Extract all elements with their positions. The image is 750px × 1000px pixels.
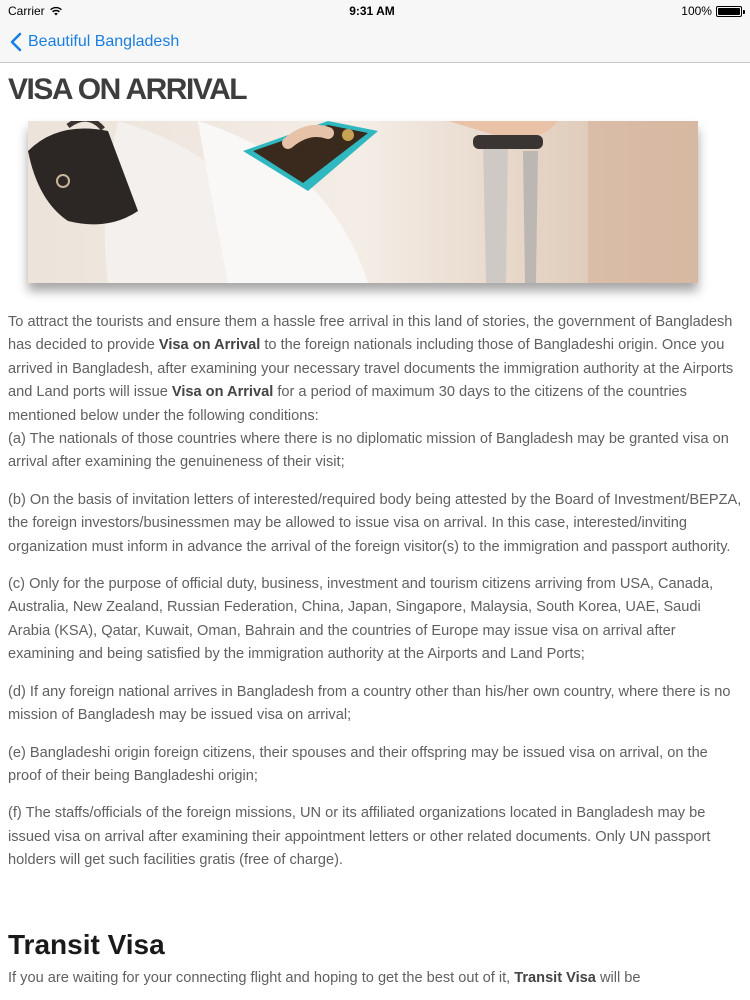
transit-text-2: will be [595,969,641,986]
intro-text-3: for a period of maximum 30 days to the citizens of the countries mentioned below under the following conditions: [8,384,687,424]
battery-icon [716,6,742,17]
status-left [8,4,63,18]
traveler-passport-illustration [28,121,698,283]
condition-f: (f) The staffs/officials of the foreign missions, UN or its affiliated organizations located in Bangladesh may be issued visa on arrival after examining their appointment letters or other related documents. Only UN passport holders will get such facilities gratis (free of charge). [8,805,711,869]
intro-text-2: to the foreign nationals including those of Bangladeshi origin. Once you arrived in Bangladesh, after examining your necessary travel documents the immigration authority at the Airports and Land ports will issue [8,337,734,401]
status-right [681,4,742,18]
condition-d: (d) If any foreign national arrives in Bangladesh from a country other than his/her own country, where there is no mission of Bangladesh may be issued visa on arrival; [8,683,731,724]
transit-bold-1: Transit Visa [514,969,596,986]
transit-visa-paragraph [8,967,742,990]
hero-image [28,121,698,283]
page-title: VISA ON ARRIVAL [8,73,247,106]
carrier-label: Carrier [8,4,45,18]
condition-b: (b) On the basis of invitation letters of interested/required body being attested by the Board of Investment/BEPZA, the foreign investors/businessmen may be allowed to issue visa on arrival. In this case, interested/inviting organization must inform in advance the arrival of the foreign visitor(s) to the immigration and passport authority. [8,491,742,555]
wifi-icon [49,6,63,16]
back-label: Beautiful Bangladesh [28,33,180,50]
back-button[interactable] [10,32,179,52]
status-bar [0,0,750,22]
chevron-left-icon [10,32,22,52]
condition-a: (a) The nationals of those countries where there is no diplomatic mission of Bangladesh may be granted visa on arrival after examining the genuineness of their visit; [8,431,729,471]
intro-text-1: To attract the tourists and ensure them a hassle free arrival in this land of stories, the government of Bangladesh has decided to provide [8,314,733,354]
intro-paragraph [8,311,742,428]
condition-e: (e) Bangladeshi origin foreign citizens, their spouses and their offspring may be issued visa on arrival, on the proof of their being Bangladeshi origin; [8,744,708,784]
intro-bold-2: Visa on Arrival [171,384,274,401]
battery-percent: 100% [681,4,712,18]
condition-c: (c) Only for the purpose of official duty, business, investment and tourism citizens arriving from USA, Canada, Australia, New Zealand, Russian Federation, China, Japan, Singapore, Malaysia, South Korea, UAE, Saudi Arabia (KSA), Qatar, Kuwait, Oman, Bahrain and the countries of Europe may issue visa on arrival after examining and being satisfied by the immigration authority at the Airports and Land Ports; [8,576,714,663]
transit-text-1: If you are waiting for your connecting flight and hoping to get the best out of it, [8,969,515,986]
status-time: 9:31 AM [349,4,395,18]
section-title-transit-visa: Transit Visa [8,928,165,960]
intro-bold-1: Visa on Arrival [158,337,261,354]
navigation-bar [0,22,750,63]
article-content[interactable] [0,73,750,990]
